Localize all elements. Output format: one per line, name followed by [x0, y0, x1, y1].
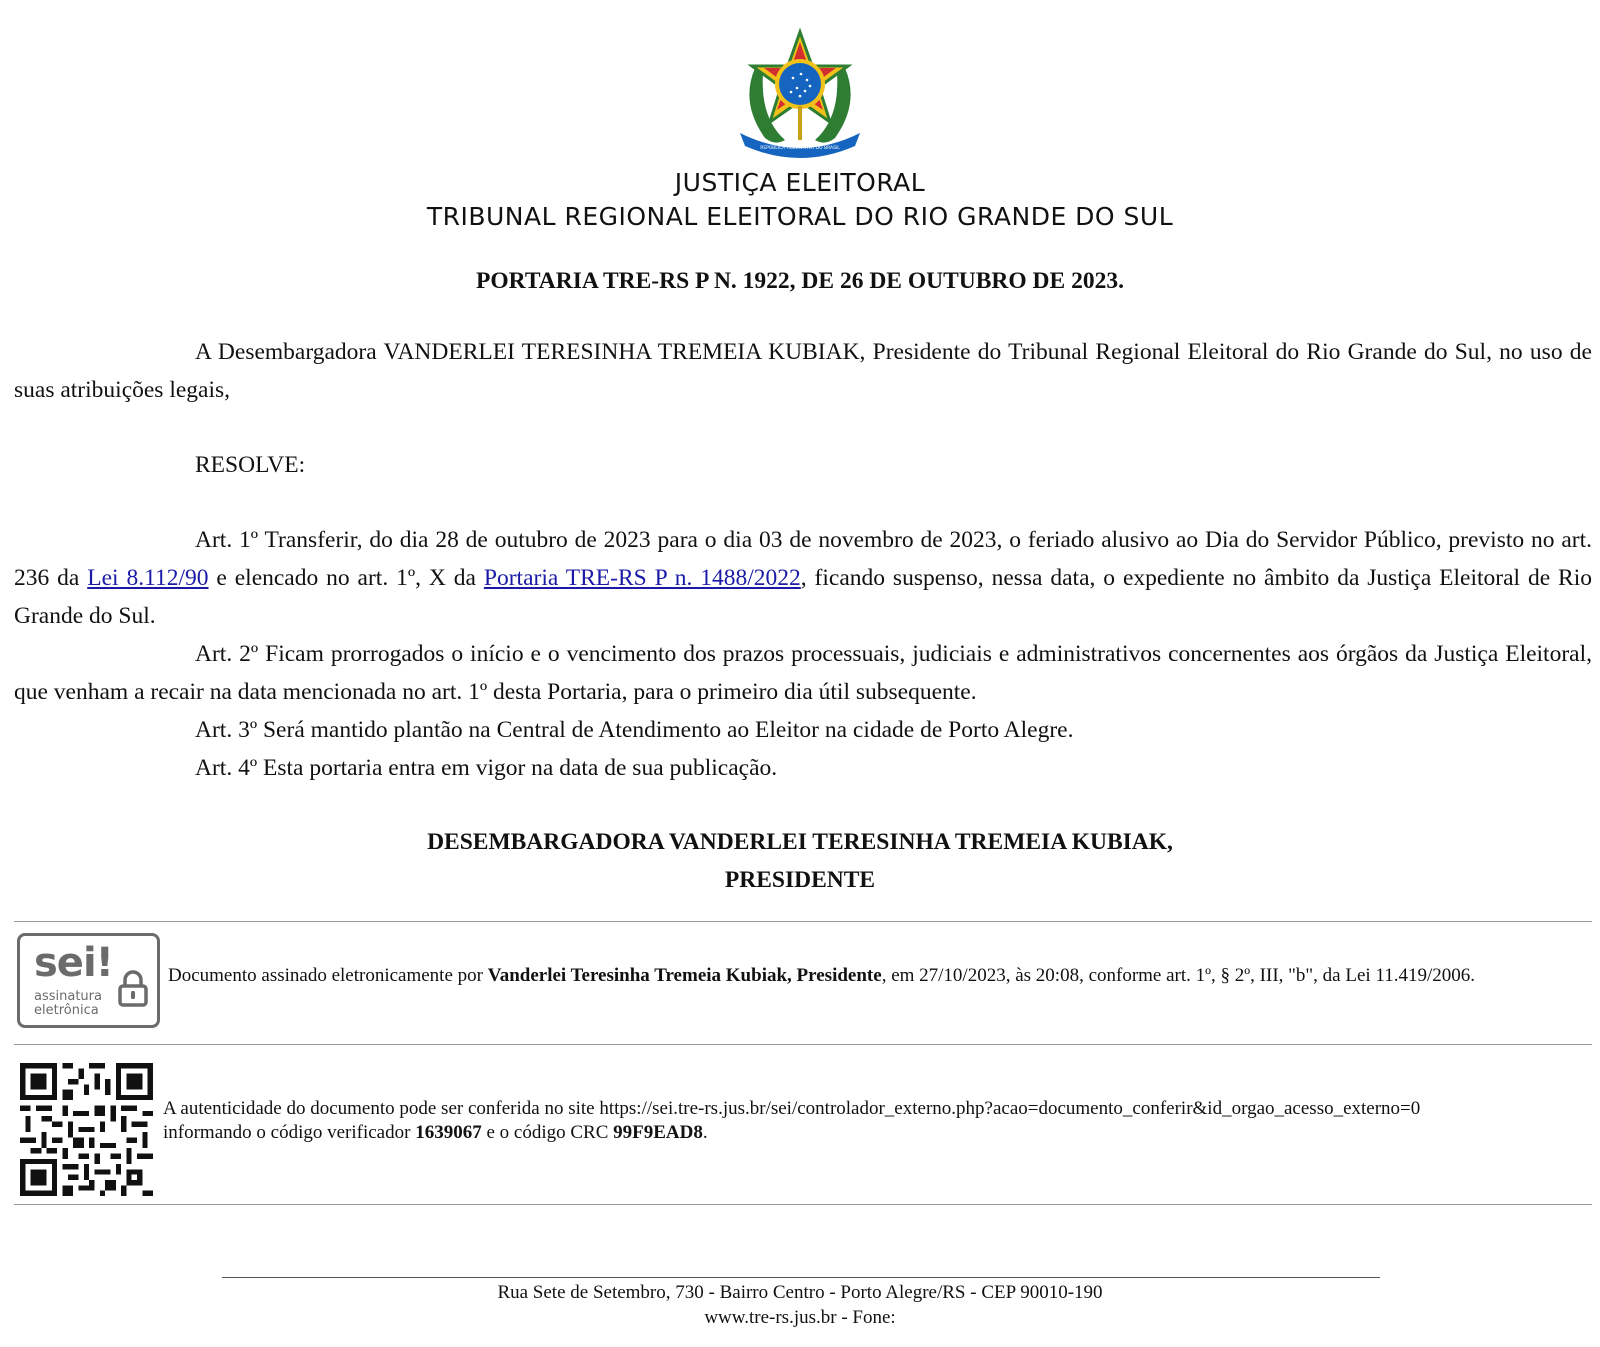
document-title: PORTARIA TRE-RS P N. 1922, DE 26 DE OUTUBRO DE 2023.	[476, 268, 1124, 294]
article-2: Art. 2º Ficam prorrogados o início e o vencimento dos prazos processuais, judiciais e administrativos concernentes aos órgãos da Justiça Eleitoral, que venham a recair na data mencionada no art. 1º desta Portaria, para o primeiro dia útil subsequente.	[14, 641, 1592, 705]
footer-address: Rua Sete de Setembro, 730 - Bairro Centro - Porto Alegre/RS - CEP 90010-190	[497, 1282, 1103, 1303]
portaria-1488-link[interactable]: Portaria TRE-RS P n. 1488/2022	[483, 565, 801, 591]
crc-code: 99F9EAD8	[613, 1122, 703, 1143]
esig-prefix: Documento assinado eletronicamente por	[168, 965, 488, 986]
article-4: Art. 4º Esta portaria entra em vigor na data de sua publicação.	[195, 755, 778, 781]
verification-text	[163, 1097, 1583, 1145]
article-1-text-c: , ficando suspenso, nessa data, o expediente no âmbito da Justiça Eleitoral de Rio Grande do Sul.	[14, 565, 1592, 629]
esig-role: Presidente	[796, 965, 882, 986]
article-3: Art. 3º Será mantido plantão na Central de Atendimento ao Eleitor na cidade de Porto Alegre.	[195, 717, 1074, 743]
divider	[14, 1044, 1592, 1045]
padlock-icon	[116, 968, 150, 1008]
preamble-block	[14, 333, 1592, 409]
resolve-block	[14, 446, 1592, 484]
qr-code-icon	[20, 1063, 153, 1196]
emblem-ribbon-text: REPÚBLICA FEDERATIVA DO BRASIL	[760, 146, 840, 151]
signature-block	[0, 823, 1600, 899]
header-justica-eleitoral: JUSTIÇA ELEITORAL	[674, 168, 926, 197]
sei-logo: sei!	[34, 940, 113, 986]
signature-name: DESEMBARGADORA VANDERLEI TERESINHA TREMEIA KUBIAK,	[427, 829, 1173, 855]
articles-block	[14, 521, 1592, 787]
header-tribunal: TRIBUNAL REGIONAL ELEITORAL DO RIO GRANDE DO SUL	[426, 202, 1174, 231]
preamble-text: A Desembargadora VANDERLEI TERESINHA TREMEIA KUBIAK, Presidente do Tribunal Regional Eleitoral do Rio Grande do Sul, no uso de suas atribuições legais,	[14, 339, 1592, 403]
sei-seal-line1: assinatura	[34, 989, 102, 1004]
article-1	[14, 521, 1592, 635]
article-1-text-a: Art. 1º Transferir, do dia 28 de outubro de 2023 para o dia 03 de novembro de 2023, o feriado alusivo ao Dia do Servidor Público, previsto no art. 236 da	[14, 527, 1592, 591]
resolve-text: RESOLVE:	[195, 452, 306, 478]
verification-mid: e o código CRC	[481, 1122, 614, 1143]
esig-sep: ,	[787, 965, 797, 986]
footer-rule	[222, 1277, 1380, 1278]
verification-prefix: informando o código verificador	[163, 1122, 416, 1143]
lei-8112-link[interactable]: Lei 8.112/90	[87, 565, 209, 591]
coat-of-arms-emblem	[735, 28, 865, 160]
footer-contact: www.tre-rs.jus.br - Fone:	[704, 1307, 896, 1328]
divider	[14, 1204, 1592, 1205]
article-1-text-b: e elencado no art. 1º, X da	[208, 565, 484, 591]
sei-seal-line2: eletrônica	[34, 1003, 99, 1018]
verification-suffix: .	[702, 1122, 708, 1143]
divider	[14, 921, 1592, 922]
esig-suffix: , em 27/10/2023, às 20:08, conforme art. 1º, § 2º, III, "b", da Lei 11.419/2006.	[881, 965, 1476, 986]
verification-line1: A autenticidade do documento pode ser conferida no site https://sei.tre-rs.jus.br/sei/controlador_externo.php?acao=documento_conferir&id_orgao_acesso_externo=0	[163, 1098, 1421, 1119]
verification-line2	[163, 1121, 1583, 1145]
esig-signer: Vanderlei Teresinha Tremeia Kubiak	[487, 965, 788, 986]
verification-code: 1639067	[415, 1122, 482, 1143]
sei-signature-seal	[17, 933, 160, 1028]
electronic-signature-text	[168, 964, 1568, 988]
signature-role: PRESIDENTE	[724, 867, 876, 893]
sei-seal-caption	[34, 990, 102, 1018]
